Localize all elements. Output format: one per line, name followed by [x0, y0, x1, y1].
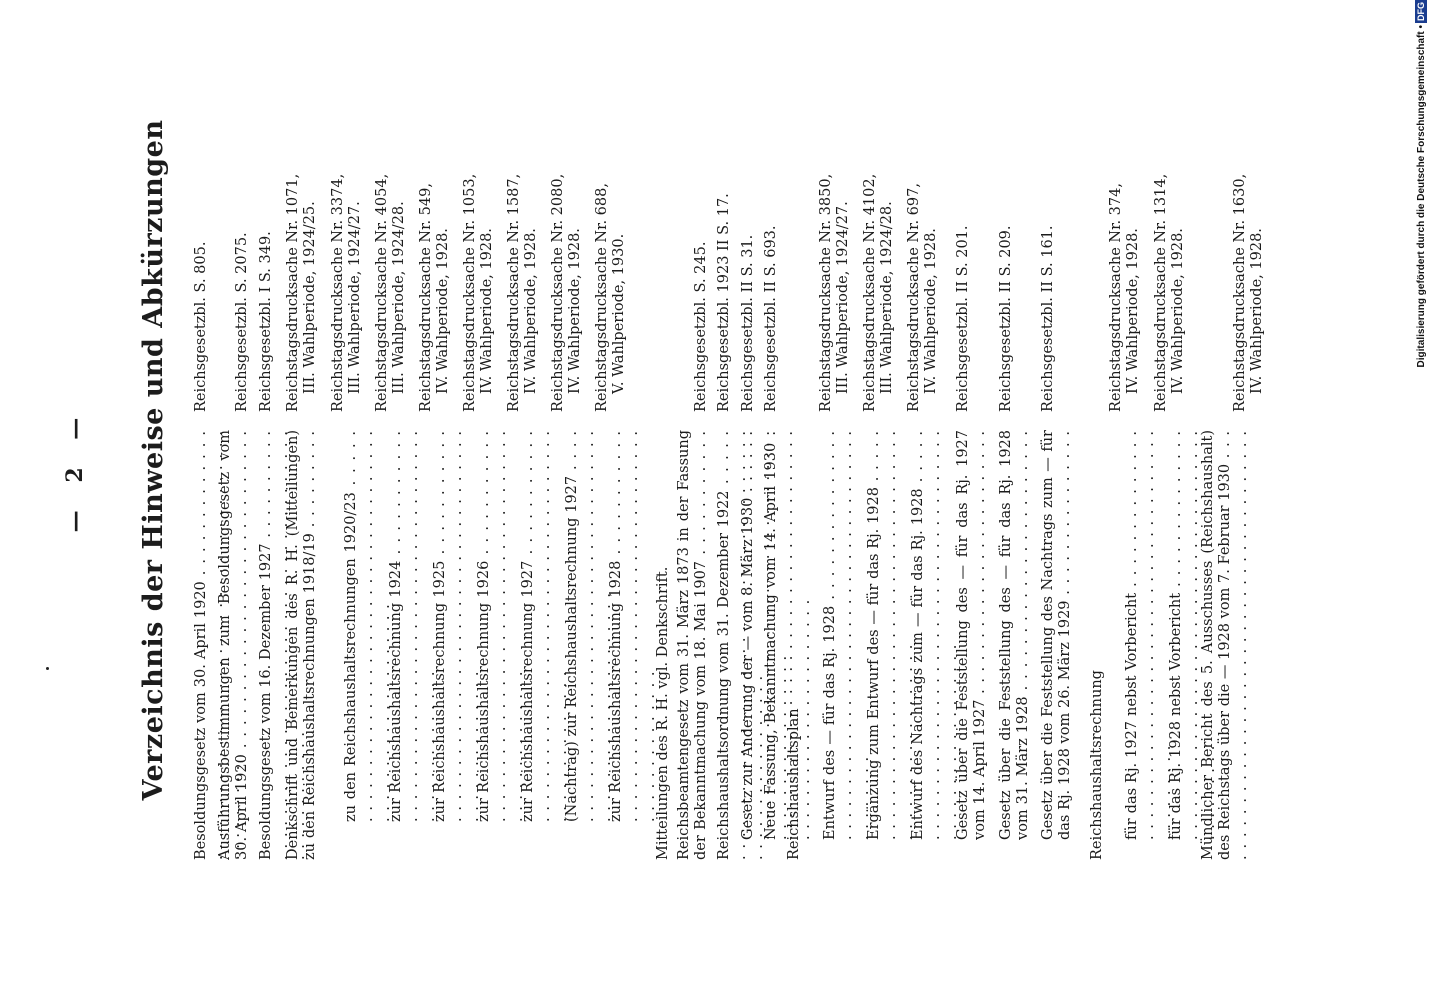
entry-left-9: (Nachtrag) zur Reichshaushaltsrechnung 1927 . . .: [564, 430, 615, 822]
entry-left-14: Gesetz zur Änderung der — vom 8. März 1930 . . .: [740, 430, 791, 840]
entry-ref-3: [285, 12, 319, 412]
entry-left-20: Gesetz über die Feststellung des — für das Rj. 1927 vom 14. April 1927 . . .: [955, 430, 989, 840]
entry-left-21: Gesetz über die Feststellung des — für das Rj. 1928 vom 31. März 1928 . . .: [998, 430, 1032, 840]
entry-ref-line: Reichstagsdrucksache Nr. 374,: [1108, 183, 1124, 412]
entry-ref-0: [193, 12, 210, 412]
entry-ref-line: Reichsgesetzbl. II S. 201.: [955, 225, 971, 412]
entry-ref-line: Reichstagsdrucksache Nr. 3850,: [818, 173, 834, 412]
digitization-text: Digitalisierung gefördert durch die Deutsche Forschungsgemeinschaft •: [1416, 25, 1427, 368]
entry-left-15: Neue Fassung, Bekanntmachung vom 14. April 1930 . . .: [763, 430, 814, 840]
page-number: — 2 —: [62, 407, 88, 533]
entry-ref-line: Reichsgesetzbl. II S. 31.: [740, 234, 756, 412]
entry-ref-25: [1153, 12, 1187, 412]
entry-ref-line: Reichstagsdrucksache Nr. 1053,: [462, 173, 478, 412]
entry-ref-line: Reichstagsdrucksache Nr. 4102,: [862, 173, 878, 412]
entry-ref-line: Reichsgesetzbl. II S. 209.: [998, 225, 1014, 412]
entry-ref-22: [1040, 12, 1057, 412]
entry-left-18: Ergänzung zum Entwurf des — für das Rj. 1928 . . .: [866, 430, 917, 840]
entry-ref-26: [1232, 12, 1266, 412]
entry-ref-21: [998, 12, 1015, 412]
entry-ref-line2: III. Wahlperiode, 1924/28.: [391, 201, 407, 394]
entry-ref-8: [506, 12, 540, 412]
entry-ref-line: Reichsgesetzbl. S. 2075.: [234, 232, 250, 412]
entry-ref-line2: IV. Wahlperiode, 1928.: [567, 228, 583, 394]
entry-ref-4: [330, 12, 364, 412]
entry-ref-line2: IV. Wahlperiode, 1928.: [523, 228, 539, 394]
entry-ref-line2: IV. Wahlperiode, 1928.: [479, 228, 495, 394]
entry-left-26: Mündlicher Bericht des 5. Ausschusses (Reichshaushalt) des Reichstags über die — 1928 vom 7. Februar 1930 . . .: [1200, 430, 1251, 860]
entry-left-22: Gesetz über die Feststellung des Nachtrags zum — für das Rj. 1928 vom 26. März 1929 . . .: [1040, 430, 1074, 840]
entry-ref-line: Reichstagsdrucksache Nr. 688,: [594, 183, 610, 412]
dfg-logo: DFG: [1416, 2, 1426, 21]
entry-left-24: für das Rj. 1927 nebst Vorbericht . . .: [1124, 430, 1175, 840]
entry-ref-14: [740, 12, 757, 412]
entry-ref-line2: V. Wahlperiode, 1930.: [611, 233, 627, 394]
entry-heading-16: Reichshaushaltsplan: [786, 708, 802, 860]
entry-ref-line2: III. Wahlperiode, 1924/25.: [302, 201, 318, 394]
entry-ref-10: [594, 12, 628, 412]
entry-left-19: Entwurf des Nachtrags zum — für das Rj. 1928 . . .: [910, 430, 961, 840]
entry-ref-line: Reichstagsdrucksache Nr. 1071,: [285, 173, 301, 412]
entry-ref-line: Reichsgesetzbl. S. 245.: [693, 241, 709, 412]
entry-left-4: zu den Reichshaushaltsrechnungen 1920/23 . . .: [343, 430, 394, 822]
entry-ref-line2: IV. Wahlperiode, 1928.: [1170, 228, 1186, 394]
entry-ref-line: Reichstagsdrucksache Nr. 3374,: [330, 173, 346, 412]
entry-ref-2: [258, 12, 275, 412]
entry-ref-line2: III. Wahlperiode, 1924/27.: [835, 201, 851, 394]
entry-left-8: zur Reichshaushaltsrechnung 1927 . . .: [520, 430, 571, 822]
entry-ref-24: [1108, 12, 1142, 412]
entry-ref-line: Reichstagsdrucksache Nr. 549,: [418, 183, 434, 412]
entry-ref-13: [716, 12, 733, 412]
entry-left-7: zur Reichshaushaltsrechnung 1926 . . .: [476, 430, 527, 822]
entry-ref-line: Reichstagsdrucksache Nr. 1587,: [506, 173, 522, 412]
entry-left-6: zur Reichshaushaltsrechnung 1925 . . .: [432, 430, 483, 822]
entry-ref-20: [955, 12, 972, 412]
entry-ref-line: Reichstagsdrucksache Nr. 1630,: [1232, 173, 1248, 412]
entry-ref-6: [418, 12, 452, 412]
entry-ref-line: Reichsgesetzbl. II S. 161.: [1040, 225, 1056, 412]
entry-left-0: Besoldungsgesetz vom 30. April 1920 . . .: [193, 430, 244, 860]
entry-ref-line2: IV. Wahlperiode, 1928.: [1125, 228, 1141, 394]
entry-left-5: zur Reichshaushaltsrechnung 1924 . . .: [388, 430, 439, 822]
print-speck: [46, 667, 49, 670]
entry-ref-line2: IV. Wahlperiode, 1928.: [435, 228, 451, 394]
entry-ref-line: Reichsgesetzbl. S. 805.: [193, 241, 209, 412]
entry-ref-15: [763, 12, 780, 412]
entry-ref-12: [693, 12, 710, 412]
entry-ref-line: Reichsgesetzbl. II S. 693.: [763, 225, 779, 412]
entry-ref-line2: IV. Wahlperiode, 1928.: [1249, 228, 1265, 394]
entry-ref-line: Reichstagsdrucksache Nr. 4054,: [374, 173, 390, 412]
entry-left-17: Entwurf des — für das Rj. 1928 . . .: [822, 430, 873, 840]
entry-ref-line: Reichsgesetzbl. 1923 II S. 17.: [716, 193, 732, 412]
entry-heading-11: Mitteilungen des R. H. vgl. Denkschrift.: [655, 566, 671, 860]
entry-ref-19: [906, 12, 940, 412]
entry-left-10: zur Reichshaushaltsrechnung 1928 . . .: [608, 430, 659, 822]
page-title: Verzeichnis der Hinweise und Abkürzungen: [138, 119, 169, 801]
entry-ref-line: Reichsgesetzbl. I S. 349.: [258, 231, 274, 412]
entry-left-3: Denkschrift und Bemerkungen des R. H. (Mitteilungen) zu den Reichshaushaltsrechnungen 1918/19 . . .: [285, 430, 319, 860]
entry-ref-9: [550, 12, 584, 412]
digitization-note: [1414, 0, 1430, 1000]
entry-ref-7: [462, 12, 496, 412]
entry-ref-line: Reichstagsdrucksache Nr. 2080,: [550, 173, 566, 412]
entry-ref-line: Reichstagsdrucksache Nr. 1314,: [1153, 173, 1169, 412]
entry-ref-line2: III. Wahlperiode, 1924/28.: [879, 201, 895, 394]
entry-ref-18: [862, 12, 896, 412]
entry-left-1: Ausführungsbestimmungen zum Besoldungsgesetz vom 30. April 1920 . . .: [217, 430, 251, 860]
entry-ref-1: [234, 12, 251, 412]
entry-ref-17: [818, 12, 852, 412]
entry-heading-23: Reichshaushaltsrechnung: [1089, 670, 1105, 860]
entry-left-12: Reichsbeamtengesetz vom 31. März 1873 in der Fassung der Bekanntmachung vom 18. Mai 1907 . . .: [676, 430, 710, 860]
entry-ref-5: [374, 12, 408, 412]
entry-left-2: Besoldungsgesetz vom 16. Dezember 1927 . . .: [258, 430, 309, 860]
entry-left-13: Reichshaushaltsordnung vom 31. Dezember 1922 . . .: [716, 430, 767, 860]
entry-left-25: für das Rj. 1928 nebst Vorbericht . . .: [1168, 430, 1219, 840]
entry-ref-line: Reichstagsdrucksache Nr. 697,: [906, 183, 922, 412]
entry-ref-line2: IV. Wahlperiode, 1928.: [923, 228, 939, 394]
entry-ref-line2: III. Wahlperiode, 1924/27.: [347, 201, 363, 394]
